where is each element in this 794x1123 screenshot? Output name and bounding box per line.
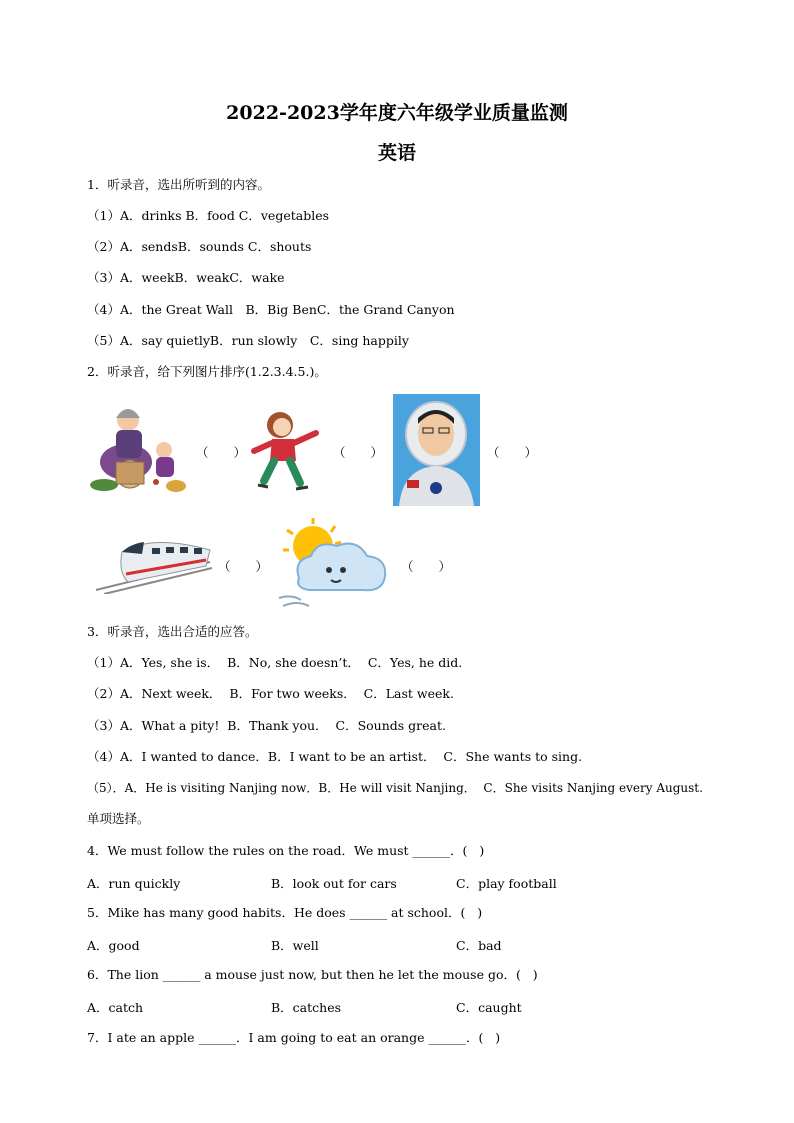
- q2-blank-3[interactable]: （ ）: [487, 445, 538, 460]
- q1-item-4: （4）A．the Great Wall B．Big BenC．the Grand Canyon: [87, 302, 455, 317]
- q2-blank-2[interactable]: （ ）: [333, 445, 384, 460]
- q6-option-c[interactable]: C．caught: [456, 1000, 522, 1015]
- q6-stem: 6．The lion ______ a mouse just now, but then he let the mouse go．( ): [87, 967, 538, 982]
- q3-item-3: （3）A．What a pity! B．Thank you． C．Sounds great.: [87, 718, 446, 733]
- q4-option-b[interactable]: B．look out for cars: [271, 876, 397, 891]
- q1-item-3: （3）A．weekB．weakC．wake: [87, 270, 285, 285]
- q2-blank-1[interactable]: （ ）: [196, 445, 247, 460]
- q6-option-b[interactable]: B．catches: [271, 1000, 342, 1015]
- q1-item-1: （1）A．drinks B．food C．vegetables: [87, 208, 330, 223]
- q3-item-5: （5）．A．He is visiting Nanjing now．B．He will visit Nanjing． C．She visits Nanjing every August.: [87, 781, 703, 795]
- q6-option-a[interactable]: A．catch: [87, 1000, 144, 1015]
- q2-prompt: 2．听录音，给下列图片排序(1.2.3.4.5.)。: [87, 364, 327, 379]
- q4-stem: 4．We must follow the rules on the road．We must ______．( ): [87, 843, 485, 858]
- sun-cloud-wind-icon: [277, 516, 393, 610]
- q1-prompt: 1．听录音，选出所听到的内容。: [87, 177, 270, 192]
- q3-prompt: 3．听录音，选出合适的应答。: [87, 624, 258, 639]
- q5-option-a[interactable]: A．good: [87, 938, 140, 953]
- q3-item-1: （1）A．Yes, she is． B．No, she doesn’t． C．Yes, he did.: [87, 655, 463, 670]
- page-title: 2022-2023学年度六年级学业质量监测: [226, 102, 568, 124]
- girl-skating-icon: [250, 403, 322, 495]
- q3-item-2: （2）A．Next week． B．For two weeks． C．Last week.: [87, 686, 454, 701]
- q4-option-c[interactable]: C．play football: [456, 876, 557, 891]
- q2-blank-4[interactable]: （ ）: [218, 559, 269, 574]
- q2-blank-5[interactable]: （ ）: [401, 559, 452, 574]
- q3-item-4: （4）A．I wanted to dance．B．I want to be an artist． C．She wants to sing.: [87, 749, 583, 764]
- astronaut-photo: [393, 394, 480, 506]
- q5-option-c[interactable]: C．bad: [456, 938, 502, 953]
- q5-option-b[interactable]: B．well: [271, 938, 319, 953]
- q7-stem: 7．I ate an apple ______．I am going to eat an orange ______．( ): [87, 1030, 501, 1045]
- q4-option-a[interactable]: A．run quickly: [87, 876, 181, 891]
- grandma-cooking-icon: [86, 400, 198, 496]
- q1-item-2: （2）A．sendsB．sounds C．shouts: [87, 239, 312, 254]
- q1-item-5: （5）A．say quietlyB．run slowly C．sing happily: [87, 333, 409, 348]
- q5-stem: 5．Mike has many good habits．He does ______ at school．( ): [87, 905, 483, 920]
- section-heading: 单项选择。: [87, 811, 150, 826]
- high-speed-train-icon: [92, 532, 214, 594]
- page-subtitle: 英语: [377, 142, 416, 164]
